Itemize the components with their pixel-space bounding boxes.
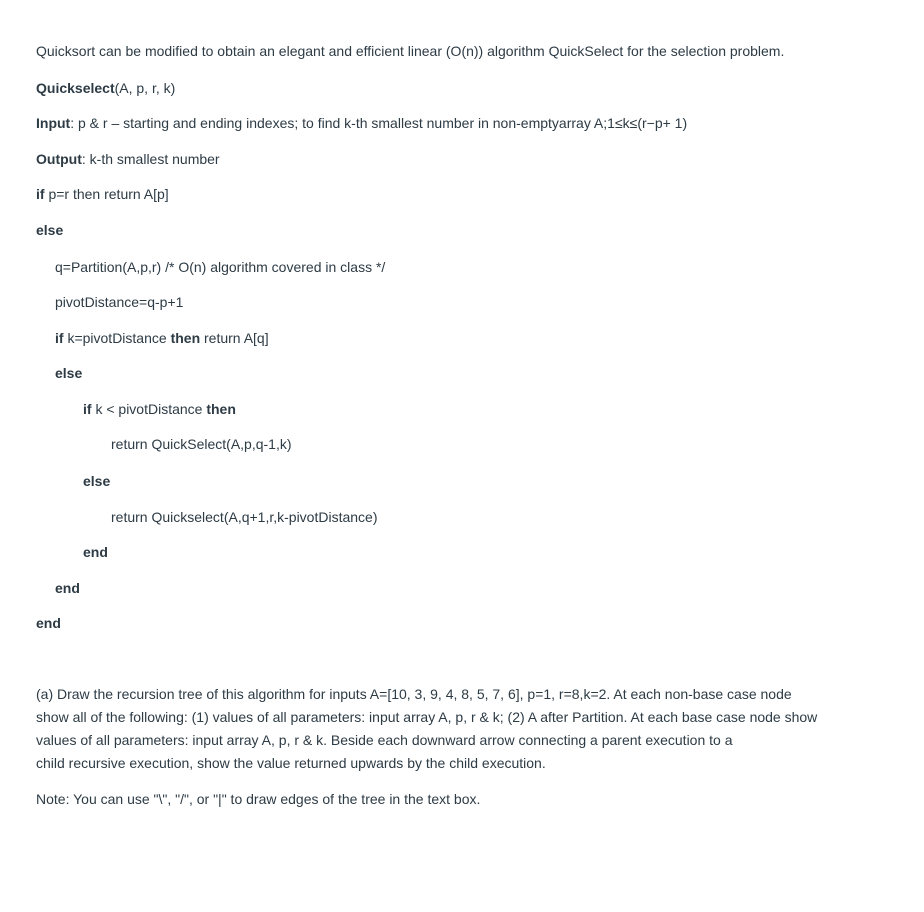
signature-name: Quickselect (36, 80, 115, 96)
code-line-1 (36, 183, 169, 205)
keyword-if: if (36, 186, 45, 202)
code-line-13 (36, 612, 61, 634)
keyword-if: if (83, 401, 92, 417)
signature-args: (A, p, r, k) (114, 80, 176, 96)
algorithm-signature (36, 77, 175, 99)
input-label: Input (36, 115, 71, 131)
code-text: k < pivotDistance (91, 401, 207, 417)
code-text: return A[q] (200, 330, 269, 346)
output-spec (36, 148, 220, 170)
output-label: Output (36, 151, 82, 167)
question-line: child recursive execution, show the value returned upwards by the child execution. (36, 755, 546, 771)
keyword-else: else (55, 365, 83, 381)
question-line: show all of the following: (1) values of all parameters: input array A, p, r & k; (2) A after Partition. At each base case node show (36, 709, 818, 725)
code-line-6 (55, 362, 82, 384)
input-spec (36, 112, 687, 134)
code-text: k=pivotDistance (63, 330, 171, 346)
output-text: : k-th smallest number (81, 151, 220, 167)
question-line: values of all parameters: input array A, p, r & k. Beside each downward arrow connecting a parent execution to a (36, 732, 733, 748)
question-line: (a) Draw the recursion tree of this algorithm for inputs A=[10, 3, 9, 4, 8, 5, 7, 6], p=1, r=8,k=2. At each non-base case node (36, 686, 792, 702)
code-line-3: q=Partition(A,p,r) /* O(n) algorithm covered in class */ (55, 259, 386, 275)
note-text: Note: You can use "\", "/", or "|" to draw edges of the tree in the text box. (36, 791, 481, 807)
code-line-12 (55, 577, 80, 599)
keyword-end: end (83, 544, 108, 560)
code-line-8: return QuickSelect(A,p,q-1,k) (111, 436, 292, 452)
code-line-7 (83, 398, 236, 420)
keyword-else: else (83, 473, 111, 489)
keyword-then: then (206, 401, 236, 417)
keyword-end: end (55, 580, 80, 596)
code-text: p=r then return A[p] (44, 186, 169, 202)
code-line-5 (55, 327, 269, 349)
code-line-2 (36, 219, 63, 241)
intro-text: Quicksort can be modified to obtain an elegant and efficient linear (O(n)) algorithm QuickSelect for the selection problem. (36, 43, 785, 59)
code-line-4: pivotDistance=q-p+1 (55, 294, 184, 310)
input-text: : p & r – starting and ending indexes; to find k-th smallest number in non-emptyarray A;1≤k≤(r−p+ 1) (70, 115, 688, 131)
keyword-end: end (36, 615, 61, 631)
keyword-then: then (170, 330, 201, 346)
keyword-if: if (55, 330, 64, 346)
keyword-else: else (36, 222, 64, 238)
question-paragraph (36, 683, 898, 775)
code-line-9 (83, 470, 110, 492)
code-line-11 (83, 541, 108, 563)
code-line-10: return Quickselect(A,q+1,r,k-pivotDistance) (111, 509, 378, 525)
